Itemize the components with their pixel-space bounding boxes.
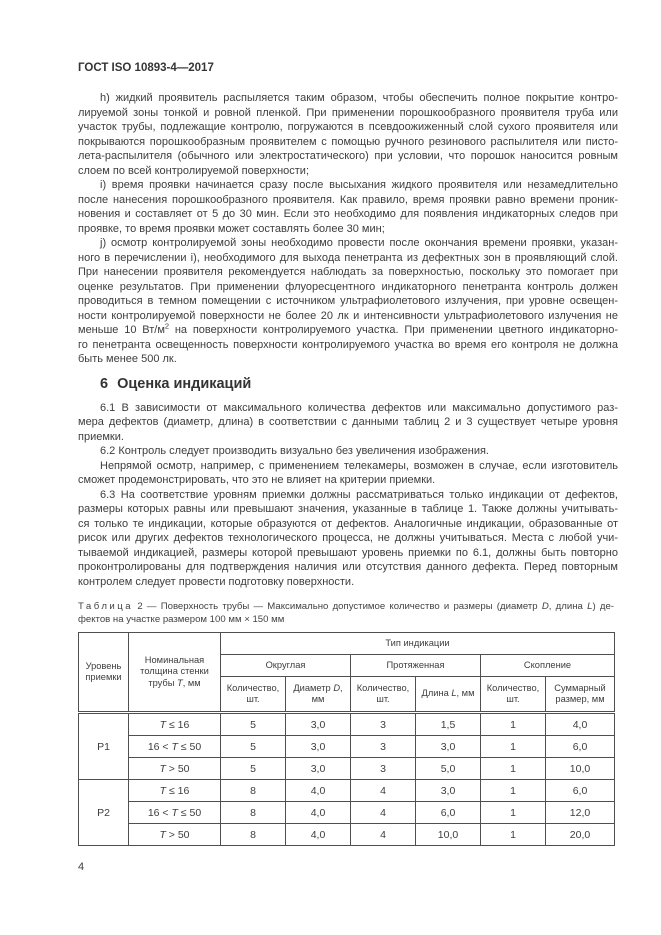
value-cell: 1: [481, 736, 546, 758]
value-cell: 1,5: [416, 713, 481, 736]
text-line: после нанесения порошкообразного проявителя. Как правило, время проявки равно времени проник-: [78, 193, 618, 206]
text-line: размеры которых равны или превышают значения, указанные в таблице 1. Также должны учитывать-: [78, 503, 618, 515]
table-row: [79, 758, 615, 780]
value-cell: 1: [481, 713, 546, 736]
body-text-after-heading: [78, 401, 618, 590]
value-cell: 1: [481, 802, 546, 824]
value-cell: 4,0: [546, 713, 615, 736]
col-group-cluster: Скопление: [481, 655, 615, 677]
text-line: i) время проявки начинается сразу после высыхания жидкого проявителя или незамедлительно: [100, 179, 618, 191]
section-number: 6: [100, 375, 109, 392]
text-line: приемки.: [78, 430, 124, 443]
value-cell: 1: [481, 824, 546, 846]
col-group-elongated: Протяженная: [351, 655, 481, 677]
value-cell: 8: [221, 802, 286, 824]
text-line: ся только те индикации, которые образуются от дефектов. Аналогичные индикации, образованные от: [78, 517, 618, 530]
text-line: лируемой зоны тонкой и ровной пленкой. При применении порошкообразного проявителя труба или: [78, 106, 618, 119]
value-cell: 3,0: [286, 736, 351, 758]
text-line: проявке, то время проявки может составлять более 30 мин;: [78, 222, 385, 235]
section-title: Оценка индикаций: [117, 375, 252, 392]
col-header-wall-thickness: Номинальная толщина стенки трубы Т, мм: [129, 633, 221, 713]
value-cell: 6,0: [546, 736, 615, 758]
paragraph-item-i: [78, 178, 618, 236]
value-cell: 6,0: [416, 802, 481, 824]
text-line: участок трубы, подлежащие контролю, погружаются в псевдоожиженный слой сухого проявителя или: [78, 121, 618, 133]
value-cell: 10,0: [416, 824, 481, 846]
value-cell: 12,0: [546, 802, 615, 824]
table-row: [79, 713, 615, 736]
caption-line: Таблица 2 — Поверхность трубы — Максимально допустимое количество и размеры (диаметр D, длина L) де-: [78, 601, 614, 612]
table-row: [79, 802, 615, 824]
value-cell: 6,0: [546, 780, 615, 802]
value-cell: 20,0: [546, 824, 615, 846]
value-cell: 3: [351, 713, 416, 736]
value-cell: 4: [351, 824, 416, 846]
table-row: [79, 824, 615, 846]
paragraph-item-j: [78, 236, 618, 367]
table-header: [79, 633, 615, 713]
value-cell: 3,0: [416, 736, 481, 758]
text-line: оценке результатов. При применении флуоресцентного индикаторного пенетранта контроль должен: [78, 280, 618, 293]
value-cell: 4,0: [286, 824, 351, 846]
value-cell: 8: [221, 824, 286, 846]
col-group-round: Округлая: [221, 655, 351, 677]
level-cell: Р2: [79, 780, 129, 846]
text-line: При нанесении проявителя рекомендуется наблюдать за поверхностью, поскольку это помогает при: [78, 266, 618, 278]
value-cell: 8: [221, 780, 286, 802]
table-body: [79, 713, 615, 846]
text-line: го пенетранта освещенность поверхности контролируемого участка во время его контроля не должна: [78, 338, 618, 351]
col-header-elongated-count: Количество, шт.: [351, 677, 416, 713]
text-line: контролем следует провести подготовку поверхности.: [78, 575, 355, 588]
value-cell: 5: [221, 713, 286, 736]
text-line: рисок или других дефектов технологического процесса, не должны учитываться. Места с любой учи-: [78, 532, 618, 544]
thickness-cell: 16 < Т ≤ 50: [129, 736, 221, 758]
paragraph-clause-6-1: [78, 401, 618, 445]
text-line: меньше 10 $Вт/м^2$ на поверхности контролируемого участка. При применении цветного индикаторно-: [78, 321, 619, 336]
text-line: быть менее 500 лк.: [78, 353, 177, 365]
table-row: [79, 736, 615, 758]
section-heading: [78, 376, 618, 393]
value-cell: 4: [351, 802, 416, 824]
text-line: h) жидкий проявитель распыляется таким образом, чтобы обеспечить полное покрытие контро-: [100, 92, 618, 104]
paragraph-clause-6-2-note: [78, 459, 618, 488]
col-header-round-diameter: Диаметр D, мм: [286, 677, 351, 713]
value-cell: 5: [221, 736, 286, 758]
text-line: сможет продемонстрировать, что это не влияет на критерии приемки.: [78, 474, 436, 486]
running-head-standard-ref: ГОСТ ISO 10893-4—2017: [78, 62, 214, 74]
value-cell: 5: [221, 758, 286, 780]
table-row: [79, 780, 615, 802]
paragraph-item-h: [78, 91, 618, 178]
acceptance-levels-table: [78, 632, 615, 846]
level-cell: Р1: [79, 713, 129, 780]
value-cell: 3,0: [286, 713, 351, 736]
text-line: j) осмотр контролируемой зоны необходимо провести после окончания времени проявки, указан-: [100, 237, 618, 249]
col-header-cluster-count: Количество, шт.: [481, 677, 546, 713]
text-line: 6.2 Контроль следует производить визуально без увеличения изображения.: [100, 445, 489, 457]
col-header-indication-type: Тип индикации: [221, 633, 615, 655]
value-cell: 1: [481, 780, 546, 802]
text-line: ного в перечислении i), необходимого для выхода пенетранта из дефектных зон в проявляющий слой.: [78, 251, 618, 264]
col-header-acceptance-level: Уровень приемки: [79, 633, 129, 713]
text-line: 6.1 В зависимости от максимального количества дефектов или максимально допустимого раз-: [100, 401, 618, 414]
text-line: покрываются порошкообразным проявителем с помощью ручного резинового распылителя или писто-: [78, 135, 618, 148]
thickness-cell: Т ≤ 16: [129, 713, 221, 736]
value-cell: 5,0: [416, 758, 481, 780]
text-line: тываемой индикацией, размеры которой превышают уровень приемки по 6.1, должны быть повторно: [78, 546, 618, 559]
text-line: проконтролированы для подтверждения наличия или отсутствия данного дефекта. Перед повторным: [78, 561, 618, 573]
thickness-cell: Т > 50: [129, 758, 221, 780]
col-header-elongated-length: Длина L, мм: [416, 677, 481, 713]
text-line: ности контролируемой поверхности не более 20 лк и интенсивности ультрафиолетового излучения не: [78, 309, 618, 322]
col-header-cluster-total-size: Суммарный размер, мм: [546, 677, 615, 713]
thickness-cell: Т ≤ 16: [129, 780, 221, 802]
text-line: 6.3 На соответствие уровням приемки должны рассматриваться только индикации от дефектов,: [100, 488, 618, 501]
value-cell: 10,0: [546, 758, 615, 780]
text-line: слоем по всей контролируемой поверхности;: [78, 164, 309, 177]
value-cell: 3: [351, 736, 416, 758]
value-cell: 3,0: [286, 758, 351, 780]
body-text-before-heading: [78, 91, 618, 367]
col-header-round-count: Количество, шт.: [221, 677, 286, 713]
paragraph-clause-6-2: [78, 444, 618, 459]
value-cell: 3,0: [416, 780, 481, 802]
thickness-cell: Т > 50: [129, 824, 221, 846]
value-cell: 4: [351, 780, 416, 802]
value-cell: 4,0: [286, 780, 351, 802]
page-number: 4: [78, 861, 85, 873]
paragraph-clause-6-3: [78, 488, 618, 590]
table-caption: [78, 600, 614, 626]
caption-line: фектов на участке размером 100 мм × 150 мм: [78, 614, 285, 625]
text-line: мера дефектов (диаметр, длина) в соответствии с данными таблиц 2 и 3 существует четыре уровня: [78, 416, 618, 428]
text-line: лета-распылителя (обычного или электростатического) при условии, что порошок наносится ровным: [78, 150, 618, 162]
text-line: новения и составляет от 5 до 30 мин. Если это необходимо для появления индикаторных следов при: [78, 208, 618, 220]
text-line: проводиться в темном помещении с источником ультрафиолетового излучения, при уровне освещен-: [78, 295, 618, 307]
value-cell: 3: [351, 758, 416, 780]
text-line: Непрямой осмотр, например, с применением телекамеры, возможен в случае, если изготовитель: [100, 459, 618, 472]
value-cell: 4,0: [286, 802, 351, 824]
thickness-cell: 16 < Т ≤ 50: [129, 802, 221, 824]
value-cell: 1: [481, 758, 546, 780]
